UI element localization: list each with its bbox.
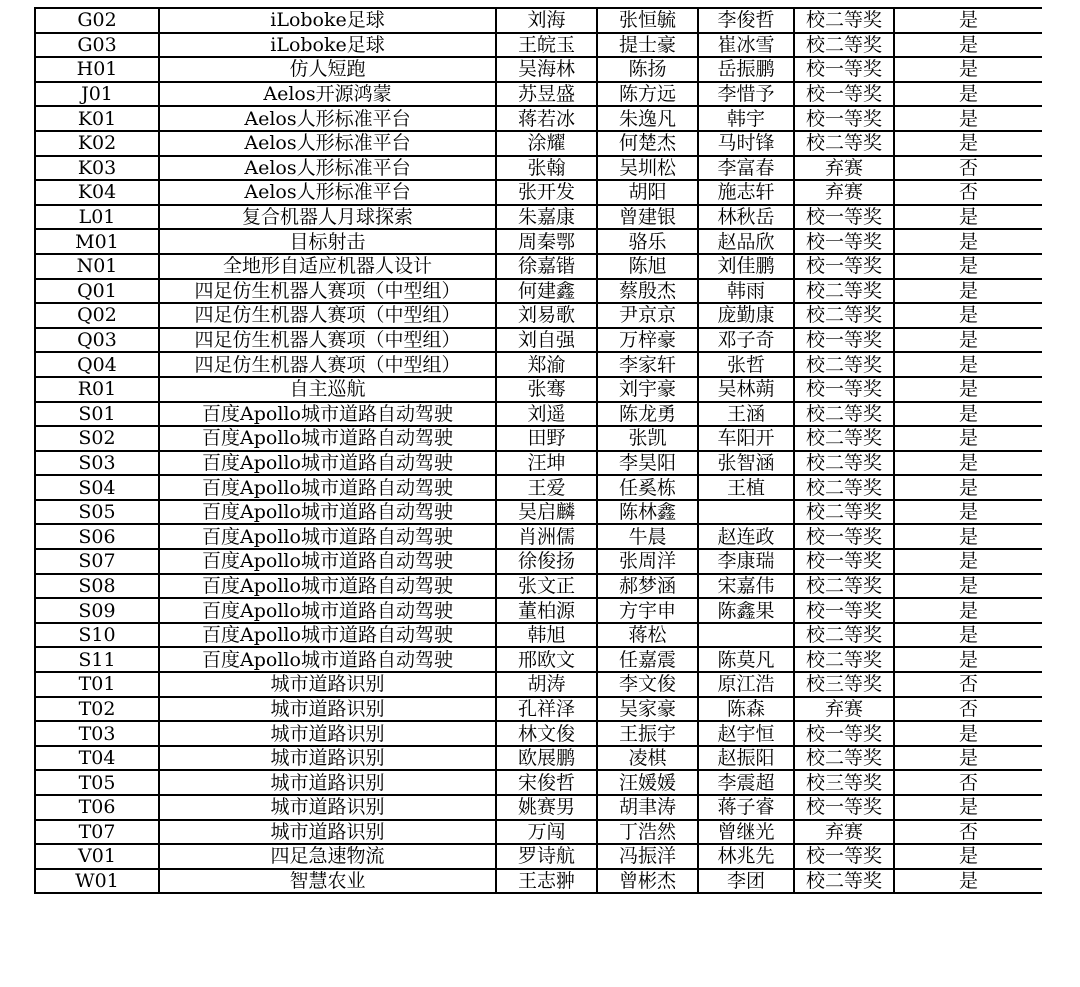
table-row — [35, 205, 1042, 230]
award-cell: 校一等奖 — [794, 598, 894, 623]
member2-cell: 骆乐 — [597, 229, 698, 254]
member1-cell: 张文正 — [496, 574, 597, 599]
member3-cell — [698, 623, 794, 648]
table-row — [35, 598, 1042, 623]
table-row — [35, 180, 1042, 205]
award-cell: 校一等奖 — [794, 106, 894, 131]
team-id-cell: J01 — [35, 82, 159, 107]
member2-cell: 李家轩 — [597, 352, 698, 377]
member1-cell: 何建鑫 — [496, 279, 597, 304]
event-cell: 百度Apollo城市道路自动驾驶 — [159, 500, 496, 525]
team-id-cell: K04 — [35, 180, 159, 205]
event-cell: 百度Apollo城市道路自动驾驶 — [159, 426, 496, 451]
qualified-cell: 是 — [894, 475, 1042, 500]
member2-cell: 陈林鑫 — [597, 500, 698, 525]
table-row — [35, 672, 1042, 697]
qualified-cell: 是 — [894, 402, 1042, 427]
qualified-cell: 是 — [894, 254, 1042, 279]
award-cell: 校二等奖 — [794, 426, 894, 451]
award-cell: 校二等奖 — [794, 500, 894, 525]
results-table — [34, 7, 1042, 894]
member1-cell: 蒋若冰 — [496, 106, 597, 131]
team-id-cell: T07 — [35, 820, 159, 845]
member1-cell: 邢欧文 — [496, 647, 597, 672]
team-id-cell: S04 — [35, 475, 159, 500]
team-id-cell: Q01 — [35, 279, 159, 304]
team-id-cell: S11 — [35, 647, 159, 672]
qualified-cell: 是 — [894, 574, 1042, 599]
member3-cell: 王涵 — [698, 402, 794, 427]
member1-cell: 吴启麟 — [496, 500, 597, 525]
results-spreadsheet — [34, 7, 1042, 961]
award-cell: 弃赛 — [794, 697, 894, 722]
award-cell: 校一等奖 — [794, 844, 894, 869]
award-cell: 校二等奖 — [794, 746, 894, 771]
award-cell: 校二等奖 — [794, 131, 894, 156]
team-id-cell: T05 — [35, 770, 159, 795]
event-cell: Aelos人形标准平台 — [159, 156, 496, 181]
team-id-cell: T03 — [35, 721, 159, 746]
team-id-cell: W01 — [35, 869, 159, 894]
team-id-cell: R01 — [35, 377, 159, 402]
qualified-cell: 否 — [894, 770, 1042, 795]
award-cell: 校一等奖 — [794, 57, 894, 82]
member2-cell: 李昊阳 — [597, 451, 698, 476]
member2-cell: 蔡殷杰 — [597, 279, 698, 304]
award-cell: 校二等奖 — [794, 475, 894, 500]
member3-cell: 邓子奇 — [698, 328, 794, 353]
award-cell: 校一等奖 — [794, 795, 894, 820]
qualified-cell: 是 — [894, 426, 1042, 451]
qualified-cell: 是 — [894, 598, 1042, 623]
member2-cell: 曾建银 — [597, 205, 698, 230]
member1-cell: 周秦鄂 — [496, 229, 597, 254]
event-cell: 百度Apollo城市道路自动驾驶 — [159, 598, 496, 623]
member3-cell: 车阳开 — [698, 426, 794, 451]
member3-cell: 李震超 — [698, 770, 794, 795]
table-row — [35, 549, 1042, 574]
qualified-cell: 否 — [894, 697, 1042, 722]
table-row — [35, 106, 1042, 131]
team-id-cell: Q02 — [35, 303, 159, 328]
qualified-cell: 是 — [894, 328, 1042, 353]
member1-cell: 欧展鹏 — [496, 746, 597, 771]
table-row — [35, 8, 1042, 33]
team-id-cell: T02 — [35, 697, 159, 722]
team-id-cell: H01 — [35, 57, 159, 82]
qualified-cell: 是 — [894, 106, 1042, 131]
qualified-cell: 是 — [894, 303, 1042, 328]
member1-cell: 王志翀 — [496, 869, 597, 894]
award-cell: 校一等奖 — [794, 229, 894, 254]
member1-cell: 胡涛 — [496, 672, 597, 697]
member3-cell: 刘佳鹏 — [698, 254, 794, 279]
qualified-cell: 是 — [894, 352, 1042, 377]
member3-cell: 王植 — [698, 475, 794, 500]
team-id-cell: S01 — [35, 402, 159, 427]
member2-cell: 凌棋 — [597, 746, 698, 771]
member3-cell: 陈莫凡 — [698, 647, 794, 672]
member1-cell: 徐俊扬 — [496, 549, 597, 574]
event-cell: 全地形自适应机器人设计 — [159, 254, 496, 279]
member3-cell: 李团 — [698, 869, 794, 894]
member3-cell: 赵连政 — [698, 524, 794, 549]
table-row — [35, 574, 1042, 599]
award-cell: 校二等奖 — [794, 279, 894, 304]
qualified-cell: 是 — [894, 721, 1042, 746]
member1-cell: 刘遥 — [496, 402, 597, 427]
table-row — [35, 352, 1042, 377]
table-row — [35, 721, 1042, 746]
event-cell: 仿人短跑 — [159, 57, 496, 82]
member3-cell: 陈森 — [698, 697, 794, 722]
member1-cell: 孔祥泽 — [496, 697, 597, 722]
member1-cell: 田野 — [496, 426, 597, 451]
member2-cell: 牛晨 — [597, 524, 698, 549]
event-cell: Aelos人形标准平台 — [159, 106, 496, 131]
award-cell: 弃赛 — [794, 180, 894, 205]
team-id-cell: Q04 — [35, 352, 159, 377]
award-cell: 校一等奖 — [794, 721, 894, 746]
award-cell: 校二等奖 — [794, 869, 894, 894]
member1-cell: 韩旭 — [496, 623, 597, 648]
event-cell: 百度Apollo城市道路自动驾驶 — [159, 524, 496, 549]
qualified-cell: 是 — [894, 229, 1042, 254]
member3-cell: 宋嘉伟 — [698, 574, 794, 599]
award-cell: 校三等奖 — [794, 672, 894, 697]
member2-cell: 吴圳松 — [597, 156, 698, 181]
qualified-cell: 是 — [894, 869, 1042, 894]
table-row — [35, 697, 1042, 722]
member3-cell: 张哲 — [698, 352, 794, 377]
table-row — [35, 426, 1042, 451]
member1-cell: 林文俊 — [496, 721, 597, 746]
member3-cell: 陈鑫果 — [698, 598, 794, 623]
award-cell: 校二等奖 — [794, 574, 894, 599]
team-id-cell: S09 — [35, 598, 159, 623]
event-cell: 四足仿生机器人赛项（中型组） — [159, 303, 496, 328]
member1-cell: 刘自强 — [496, 328, 597, 353]
table-row — [35, 402, 1042, 427]
member2-cell: 郝梦涵 — [597, 574, 698, 599]
table-row — [35, 623, 1042, 648]
award-cell: 校三等奖 — [794, 770, 894, 795]
member2-cell: 汪媛媛 — [597, 770, 698, 795]
member2-cell: 胡阳 — [597, 180, 698, 205]
member2-cell: 何楚杰 — [597, 131, 698, 156]
event-cell: 百度Apollo城市道路自动驾驶 — [159, 574, 496, 599]
award-cell: 校一等奖 — [794, 377, 894, 402]
member3-cell: 张智涵 — [698, 451, 794, 476]
event-cell: 复合机器人月球探索 — [159, 205, 496, 230]
member1-cell: 姚赛男 — [496, 795, 597, 820]
member2-cell: 陈旭 — [597, 254, 698, 279]
qualified-cell: 是 — [894, 844, 1042, 869]
qualified-cell: 是 — [894, 131, 1042, 156]
member3-cell: 蒋子睿 — [698, 795, 794, 820]
member1-cell: 张骞 — [496, 377, 597, 402]
member1-cell: 朱嘉康 — [496, 205, 597, 230]
team-id-cell: T04 — [35, 746, 159, 771]
member2-cell: 李文俊 — [597, 672, 698, 697]
table-row — [35, 475, 1042, 500]
table-row — [35, 844, 1042, 869]
table-row — [35, 820, 1042, 845]
team-id-cell: G03 — [35, 33, 159, 58]
table-row — [35, 500, 1042, 525]
qualified-cell: 否 — [894, 820, 1042, 845]
event-cell: 百度Apollo城市道路自动驾驶 — [159, 647, 496, 672]
member2-cell: 陈龙勇 — [597, 402, 698, 427]
award-cell: 校一等奖 — [794, 82, 894, 107]
member2-cell: 王振宇 — [597, 721, 698, 746]
qualified-cell: 否 — [894, 156, 1042, 181]
award-cell: 校二等奖 — [794, 303, 894, 328]
member3-cell: 赵宇恒 — [698, 721, 794, 746]
qualified-cell: 是 — [894, 279, 1042, 304]
member3-cell: 林秋岳 — [698, 205, 794, 230]
team-id-cell: N01 — [35, 254, 159, 279]
member1-cell: 张翰 — [496, 156, 597, 181]
member1-cell: 涂耀 — [496, 131, 597, 156]
table-row — [35, 377, 1042, 402]
member1-cell: 汪坤 — [496, 451, 597, 476]
table-row — [35, 795, 1042, 820]
member3-cell: 李康瑞 — [698, 549, 794, 574]
member3-cell: 原江浩 — [698, 672, 794, 697]
qualified-cell: 是 — [894, 377, 1042, 402]
member1-cell: 吴海林 — [496, 57, 597, 82]
table-row — [35, 33, 1042, 58]
award-cell: 校一等奖 — [794, 254, 894, 279]
member1-cell: 张开发 — [496, 180, 597, 205]
team-id-cell: S07 — [35, 549, 159, 574]
member2-cell: 朱逸凡 — [597, 106, 698, 131]
event-cell: Aelos人形标准平台 — [159, 131, 496, 156]
table-row — [35, 524, 1042, 549]
table-row — [35, 229, 1042, 254]
qualified-cell: 是 — [894, 57, 1042, 82]
award-cell: 校一等奖 — [794, 524, 894, 549]
event-cell: 百度Apollo城市道路自动驾驶 — [159, 549, 496, 574]
team-id-cell: S03 — [35, 451, 159, 476]
award-cell: 弃赛 — [794, 820, 894, 845]
member2-cell: 曾彬杰 — [597, 869, 698, 894]
member3-cell: 施志轩 — [698, 180, 794, 205]
event-cell: Aelos开源鸿蒙 — [159, 82, 496, 107]
table-row — [35, 279, 1042, 304]
team-id-cell: T06 — [35, 795, 159, 820]
qualified-cell: 是 — [894, 451, 1042, 476]
member3-cell: 李富春 — [698, 156, 794, 181]
member1-cell: 罗诗航 — [496, 844, 597, 869]
event-cell: 智慧农业 — [159, 869, 496, 894]
member1-cell: 刘海 — [496, 8, 597, 33]
table-body — [35, 8, 1042, 893]
table-row — [35, 746, 1042, 771]
event-cell: 四足仿生机器人赛项（中型组） — [159, 328, 496, 353]
member3-cell: 庞勤康 — [698, 303, 794, 328]
event-cell: 城市道路识别 — [159, 770, 496, 795]
member3-cell: 赵品欣 — [698, 229, 794, 254]
event-cell: 城市道路识别 — [159, 697, 496, 722]
qualified-cell: 否 — [894, 672, 1042, 697]
member1-cell: 郑渝 — [496, 352, 597, 377]
event-cell: 城市道路识别 — [159, 746, 496, 771]
table-row — [35, 328, 1042, 353]
member1-cell: 徐嘉锴 — [496, 254, 597, 279]
member3-cell: 韩宇 — [698, 106, 794, 131]
event-cell: 百度Apollo城市道路自动驾驶 — [159, 402, 496, 427]
award-cell: 校二等奖 — [794, 451, 894, 476]
event-cell: 城市道路识别 — [159, 795, 496, 820]
member2-cell: 万梓豪 — [597, 328, 698, 353]
member1-cell: 董柏源 — [496, 598, 597, 623]
member2-cell: 提士豪 — [597, 33, 698, 58]
member3-cell: 林兆先 — [698, 844, 794, 869]
event-cell: 四足急速物流 — [159, 844, 496, 869]
member3-cell: 岳振鹏 — [698, 57, 794, 82]
member3-cell: 崔冰雪 — [698, 33, 794, 58]
member1-cell: 苏昱盛 — [496, 82, 597, 107]
qualified-cell: 是 — [894, 524, 1042, 549]
member2-cell: 吴家豪 — [597, 697, 698, 722]
event-cell: 城市道路识别 — [159, 721, 496, 746]
event-cell: 四足仿生机器人赛项（中型组） — [159, 352, 496, 377]
team-id-cell: S02 — [35, 426, 159, 451]
team-id-cell: S08 — [35, 574, 159, 599]
qualified-cell: 是 — [894, 33, 1042, 58]
event-cell: 百度Apollo城市道路自动驾驶 — [159, 451, 496, 476]
table-row — [35, 82, 1042, 107]
event-cell: 百度Apollo城市道路自动驾驶 — [159, 623, 496, 648]
award-cell: 校二等奖 — [794, 352, 894, 377]
member1-cell: 王爱 — [496, 475, 597, 500]
event-cell: 四足仿生机器人赛项（中型组） — [159, 279, 496, 304]
table-row — [35, 156, 1042, 181]
member3-cell: 韩雨 — [698, 279, 794, 304]
award-cell: 校一等奖 — [794, 549, 894, 574]
event-cell: 目标射击 — [159, 229, 496, 254]
member3-cell: 吴林蒴 — [698, 377, 794, 402]
table-row — [35, 770, 1042, 795]
qualified-cell: 是 — [894, 82, 1042, 107]
team-id-cell: K03 — [35, 156, 159, 181]
member2-cell: 丁浩然 — [597, 820, 698, 845]
member1-cell: 肖洲儒 — [496, 524, 597, 549]
team-id-cell: S10 — [35, 623, 159, 648]
member2-cell: 冯振洋 — [597, 844, 698, 869]
table-row — [35, 303, 1042, 328]
qualified-cell: 是 — [894, 647, 1042, 672]
event-cell: 城市道路识别 — [159, 820, 496, 845]
table-row — [35, 451, 1042, 476]
member2-cell: 胡聿涛 — [597, 795, 698, 820]
award-cell: 校二等奖 — [794, 33, 894, 58]
member3-cell: 马时锋 — [698, 131, 794, 156]
table-row — [35, 647, 1042, 672]
qualified-cell: 否 — [894, 180, 1042, 205]
award-cell: 校二等奖 — [794, 647, 894, 672]
team-id-cell: S06 — [35, 524, 159, 549]
member3-cell: 李惜予 — [698, 82, 794, 107]
table-row — [35, 131, 1042, 156]
team-id-cell: K02 — [35, 131, 159, 156]
member3-cell: 赵振阳 — [698, 746, 794, 771]
award-cell: 校一等奖 — [794, 205, 894, 230]
member2-cell: 陈方远 — [597, 82, 698, 107]
award-cell: 校二等奖 — [794, 623, 894, 648]
member2-cell: 陈扬 — [597, 57, 698, 82]
team-id-cell: T01 — [35, 672, 159, 697]
team-id-cell: G02 — [35, 8, 159, 33]
member1-cell: 王皖玉 — [496, 33, 597, 58]
qualified-cell: 是 — [894, 500, 1042, 525]
member2-cell: 蒋松 — [597, 623, 698, 648]
award-cell: 校二等奖 — [794, 8, 894, 33]
team-id-cell: K01 — [35, 106, 159, 131]
member1-cell: 万闯 — [496, 820, 597, 845]
table-row — [35, 254, 1042, 279]
table-row — [35, 869, 1042, 894]
member2-cell: 张周洋 — [597, 549, 698, 574]
qualified-cell: 是 — [894, 795, 1042, 820]
award-cell: 弃赛 — [794, 156, 894, 181]
member2-cell: 张恒毓 — [597, 8, 698, 33]
table-row — [35, 57, 1042, 82]
event-cell: Aelos人形标准平台 — [159, 180, 496, 205]
member3-cell — [698, 500, 794, 525]
event-cell: 自主巡航 — [159, 377, 496, 402]
qualified-cell: 是 — [894, 623, 1042, 648]
event-cell: iLoboke足球 — [159, 33, 496, 58]
award-cell: 校二等奖 — [794, 402, 894, 427]
qualified-cell: 是 — [894, 549, 1042, 574]
member2-cell: 任嘉震 — [597, 647, 698, 672]
team-id-cell: S05 — [35, 500, 159, 525]
event-cell: 百度Apollo城市道路自动驾驶 — [159, 475, 496, 500]
member1-cell: 宋俊哲 — [496, 770, 597, 795]
member1-cell: 刘易歌 — [496, 303, 597, 328]
team-id-cell: Q03 — [35, 328, 159, 353]
member2-cell: 任奚栋 — [597, 475, 698, 500]
member2-cell: 张凯 — [597, 426, 698, 451]
member2-cell: 尹京京 — [597, 303, 698, 328]
team-id-cell: V01 — [35, 844, 159, 869]
member3-cell: 李俊哲 — [698, 8, 794, 33]
member2-cell: 刘宇豪 — [597, 377, 698, 402]
event-cell: iLoboke足球 — [159, 8, 496, 33]
event-cell: 城市道路识别 — [159, 672, 496, 697]
qualified-cell: 是 — [894, 746, 1042, 771]
member2-cell: 方宇申 — [597, 598, 698, 623]
team-id-cell: L01 — [35, 205, 159, 230]
qualified-cell: 是 — [894, 8, 1042, 33]
qualified-cell: 是 — [894, 205, 1042, 230]
team-id-cell: M01 — [35, 229, 159, 254]
member3-cell: 曾继光 — [698, 820, 794, 845]
award-cell: 校一等奖 — [794, 328, 894, 353]
